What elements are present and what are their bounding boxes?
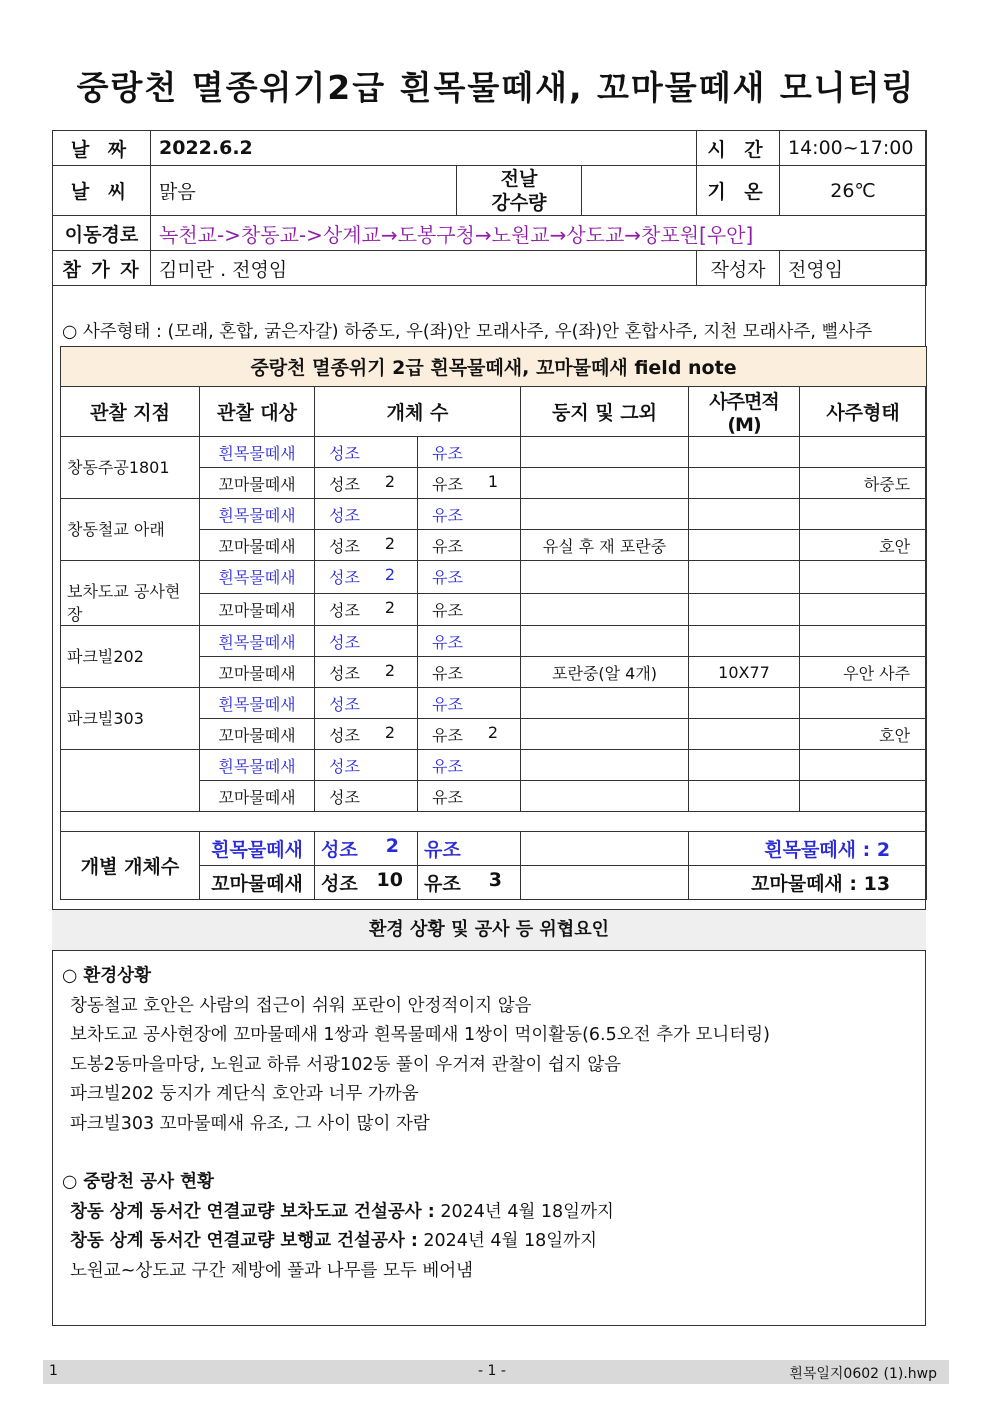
nest-note: 유실 후 재 포란중 — [521, 530, 689, 561]
table-row — [61, 437, 927, 468]
weather-label: 날 씨 — [53, 166, 151, 216]
adult-label: 성조 — [329, 505, 360, 525]
shape-value: 호안 — [800, 719, 927, 750]
juvenile-label: 유조 — [432, 632, 463, 652]
juvenile-count-cell — [418, 437, 521, 468]
participants-label: 참 가 자 — [53, 251, 151, 286]
area-value — [689, 719, 800, 750]
rain-label-line1: 전날 — [500, 167, 538, 190]
field-note-title: 중랑천 멸종위기 2급 흰목물떼새, 꼬마물떼새 field note — [61, 347, 927, 387]
adult-count: 2 — [384, 597, 395, 617]
nest-note — [521, 626, 689, 657]
adult-label: 성조 — [329, 663, 360, 683]
adult-count-cell — [315, 499, 418, 530]
species-name: 꼬마물떼새 — [200, 593, 315, 626]
route-value: 녹천교->창동교->상계교→도봉구청→노원교→상도교→창포원[우안] — [151, 216, 927, 251]
shape-value — [800, 499, 927, 530]
species-name: 꼬마물떼새 — [200, 657, 315, 688]
construction-title: ○ 중랑천 공사 현황 — [62, 1172, 214, 1192]
juvenile-label: 유조 — [432, 536, 463, 556]
species-name: 흰목물떼새 — [200, 437, 315, 468]
juvenile-label: 유조 — [432, 474, 463, 494]
summary-k-adult — [315, 866, 418, 900]
construction-item — [62, 1257, 770, 1287]
area-value — [689, 781, 800, 812]
rain-label-line2: 강수량 — [491, 191, 547, 214]
species-name: 꼬마물떼새 — [200, 719, 315, 750]
shape-value — [800, 593, 927, 626]
juvenile-label: 유조 — [432, 725, 463, 745]
col-site: 관찰 지점 — [61, 387, 200, 437]
summary-label: 개별 개체수 — [61, 832, 200, 900]
adult-count-cell — [315, 593, 418, 626]
adult-count: 2 — [384, 471, 395, 491]
summary-w-adult-label: 성조 — [321, 839, 358, 861]
time-value: 14:00~17:00 — [780, 131, 927, 166]
juvenile-count-cell — [418, 781, 521, 812]
nest-note — [521, 719, 689, 750]
col-target: 관찰 대상 — [200, 387, 315, 437]
summary-w-juv-label: 유조 — [424, 839, 461, 861]
area-value — [689, 593, 800, 626]
area-value: 10X77 — [689, 657, 800, 688]
environment-heading: 환경 상황 및 공사 등 위협요인 — [52, 909, 926, 951]
table-row — [61, 688, 927, 719]
nest-note — [521, 688, 689, 719]
adult-count-cell — [315, 626, 418, 657]
species-name: 흰목물떼새 — [200, 626, 315, 657]
nest-note — [521, 593, 689, 626]
adult-count-cell — [315, 530, 418, 561]
species-name: 꼬마물떼새 — [200, 530, 315, 561]
area-value — [689, 561, 800, 594]
site-name — [61, 750, 200, 812]
species-name: 흰목물떼새 — [200, 688, 315, 719]
adult-count: 2 — [384, 565, 395, 585]
table-row — [61, 750, 927, 781]
status-title: ○ 환경상황 — [62, 966, 151, 986]
col-count: 개체 수 — [315, 387, 521, 437]
shape-value — [800, 437, 927, 468]
adult-label: 성조 — [329, 787, 360, 807]
shape-value — [800, 561, 927, 594]
construction-item — [62, 1198, 770, 1228]
area-value — [689, 437, 800, 468]
adult-count-cell — [315, 437, 418, 468]
nest-note — [521, 561, 689, 594]
summary-k-juv-value: 3 — [488, 869, 502, 891]
area-value — [689, 468, 800, 499]
juvenile-count-cell — [418, 530, 521, 561]
status-item: 파크빌303 꼬마물떼새 유조, 그 사이 많이 자람 — [70, 1113, 430, 1134]
juvenile-label: 유조 — [432, 756, 463, 776]
site-name: 창동주공1801 — [61, 437, 200, 499]
rain-value — [582, 166, 697, 216]
juvenile-count-cell — [418, 657, 521, 688]
adult-label: 성조 — [329, 474, 360, 494]
juvenile-count-cell — [418, 468, 521, 499]
shape-value — [800, 781, 927, 812]
date-value: 2022.6.2 — [151, 131, 697, 166]
species-name: 흰목물떼새 — [200, 750, 315, 781]
juvenile-label: 유조 — [432, 663, 463, 683]
adult-label: 성조 — [329, 568, 360, 588]
construction-item-bold: 창동 상계 동서간 연결교량 보행교 건설공사 : — [70, 1231, 418, 1251]
shape-value: 호안 — [800, 530, 927, 561]
section-gap — [62, 1139, 770, 1168]
page-footer — [43, 1360, 949, 1384]
juvenile-count-cell — [418, 688, 521, 719]
construction-item-rest: 노원교~상도교 구간 제방에 풀과 나무를 모두 베어냄 — [70, 1260, 474, 1281]
site-name: 보차도교 공사현장 — [61, 561, 200, 626]
nest-note — [521, 781, 689, 812]
nest-note — [521, 468, 689, 499]
shape-value — [800, 750, 927, 781]
col-nest: 둥지 및 그외 — [521, 387, 689, 437]
temp-value: 26℃ — [780, 166, 927, 216]
juvenile-count-cell — [418, 626, 521, 657]
adult-label: 성조 — [329, 694, 360, 714]
col-area: 사주면적(M) — [689, 387, 800, 437]
adult-count: 2 — [384, 533, 395, 553]
construction-item — [62, 1227, 770, 1257]
summary-w-juv — [418, 832, 521, 866]
header-table — [52, 130, 927, 286]
juvenile-count: 2 — [487, 722, 498, 742]
juvenile-label: 유조 — [432, 505, 463, 525]
juvenile-label: 유조 — [432, 443, 463, 463]
author-value: 전영임 — [780, 251, 927, 286]
status-item: 도봉2동마을마당, 노원교 하류 서광102동 풀이 우거져 관찰이 쉽지 않음 — [70, 1054, 622, 1075]
adult-count-cell — [315, 657, 418, 688]
juvenile-count-cell — [418, 750, 521, 781]
species-name: 흰목물떼새 — [200, 561, 315, 594]
summary-w-blank — [521, 832, 689, 866]
construction-item-bold: 창동 상계 동서간 연결교량 보차도교 건설공사 : — [70, 1201, 435, 1222]
site-name: 파크빌303 — [61, 688, 200, 750]
juvenile-label: 유조 — [432, 600, 463, 620]
summary-w-adult — [315, 832, 418, 866]
author-label: 작성자 — [697, 251, 780, 286]
environment-section — [62, 962, 770, 1286]
status-item: 창동철교 호안은 사람의 접근이 쉬워 포란이 안정적이지 않음 — [70, 995, 532, 1016]
habitat-types: ○ 사주형태 : (모래, 혼합, 굵은자갈) 하중도, 우(좌)안 모래사주, 우(좌)안 혼합사주, 지천 모래사주, 뻘사주 — [62, 322, 873, 342]
area-value — [689, 688, 800, 719]
weather-value: 맑음 — [151, 166, 457, 216]
participants-value: 김미란 . 전영임 — [151, 251, 697, 286]
footer-right: 흰목일지0602 (1).hwp — [789, 1366, 937, 1382]
nest-note: 포란중(알 4개) — [521, 657, 689, 688]
juvenile-count-cell — [418, 719, 521, 750]
page-title: 중랑천 멸종위기2급 흰목물떼새, 꼬마물떼새 모니터링 — [76, 68, 916, 107]
adult-count-cell — [315, 468, 418, 499]
footer-center: - 1 - — [478, 1363, 506, 1379]
nest-note — [521, 437, 689, 468]
shape-value — [800, 688, 927, 719]
construction-item-rest: 2024년 4월 18일까지 — [417, 1231, 597, 1251]
summary-w-name: 흰목물떼새 — [200, 832, 315, 866]
rain-label — [457, 166, 582, 216]
shape-value: 우안 사주 — [800, 657, 927, 688]
adult-label: 성조 — [329, 725, 360, 745]
site-name: 파크빌202 — [61, 626, 200, 688]
temp-label: 기 온 — [697, 166, 780, 216]
adult-count-cell — [315, 719, 418, 750]
species-name: 꼬마물떼새 — [200, 468, 315, 499]
juvenile-label: 유조 — [432, 694, 463, 714]
adult-count: 2 — [384, 722, 395, 742]
area-value — [689, 530, 800, 561]
summary-k-juv-label: 유조 — [424, 873, 461, 895]
route-label: 이동경로 — [53, 216, 151, 251]
juvenile-label: 유조 — [432, 568, 463, 588]
juvenile-count: 1 — [487, 471, 498, 491]
adult-label: 성조 — [329, 443, 360, 463]
summary-k-name: 꼬마물떼새 — [200, 866, 315, 900]
spacer-row — [61, 812, 927, 832]
site-name: 창동철교 아래 — [61, 499, 200, 561]
shape-value: 하중도 — [800, 468, 927, 499]
adult-label: 성조 — [329, 536, 360, 556]
time-label: 시 간 — [697, 131, 780, 166]
adult-label: 성조 — [329, 632, 360, 652]
species-name: 꼬마물떼새 — [200, 781, 315, 812]
adult-count: 2 — [384, 660, 395, 680]
adult-label: 성조 — [329, 756, 360, 776]
summary-w-total: 흰목물떼새 : 2 — [689, 832, 927, 866]
area-value — [689, 499, 800, 530]
summary-k-adult-label: 성조 — [321, 873, 358, 895]
juvenile-count-cell — [418, 561, 521, 594]
area-value — [689, 626, 800, 657]
adult-count-cell — [315, 781, 418, 812]
status-item: 파크빌202 둥지가 계단식 호안과 너무 가까움 — [70, 1084, 419, 1104]
status-item: 보차도교 공사현장에 꼬마물떼새 1쌍과 흰목물떼새 1쌍이 먹이활동(6.5오전 추가 모니터링) — [70, 1025, 770, 1045]
nest-note — [521, 750, 689, 781]
table-row — [61, 499, 927, 530]
summary-k-blank — [521, 866, 689, 900]
summary-k-juv — [418, 866, 521, 900]
adult-count-cell — [315, 561, 418, 594]
summary-w-adult-value: 2 — [385, 835, 399, 857]
footer-left: 1 — [49, 1363, 58, 1379]
adult-count-cell — [315, 688, 418, 719]
field-note-table — [60, 346, 927, 900]
adult-count-cell — [315, 750, 418, 781]
juvenile-label: 유조 — [432, 787, 463, 807]
construction-item-rest: 2024년 4월 18일까지 — [434, 1201, 614, 1222]
table-row — [61, 561, 927, 594]
adult-label: 성조 — [329, 600, 360, 620]
nest-note — [521, 499, 689, 530]
species-name: 흰목물떼새 — [200, 499, 315, 530]
juvenile-count-cell — [418, 593, 521, 626]
table-row — [61, 626, 927, 657]
col-shape: 사주형태 — [800, 387, 927, 437]
area-value — [689, 750, 800, 781]
juvenile-count-cell — [418, 499, 521, 530]
summary-k-adult-value: 10 — [376, 869, 403, 891]
date-label: 날 짜 — [53, 131, 151, 166]
summary-k-total: 꼬마물떼새 : 13 — [689, 866, 927, 900]
field-note-body — [61, 437, 927, 812]
shape-value — [800, 626, 927, 657]
